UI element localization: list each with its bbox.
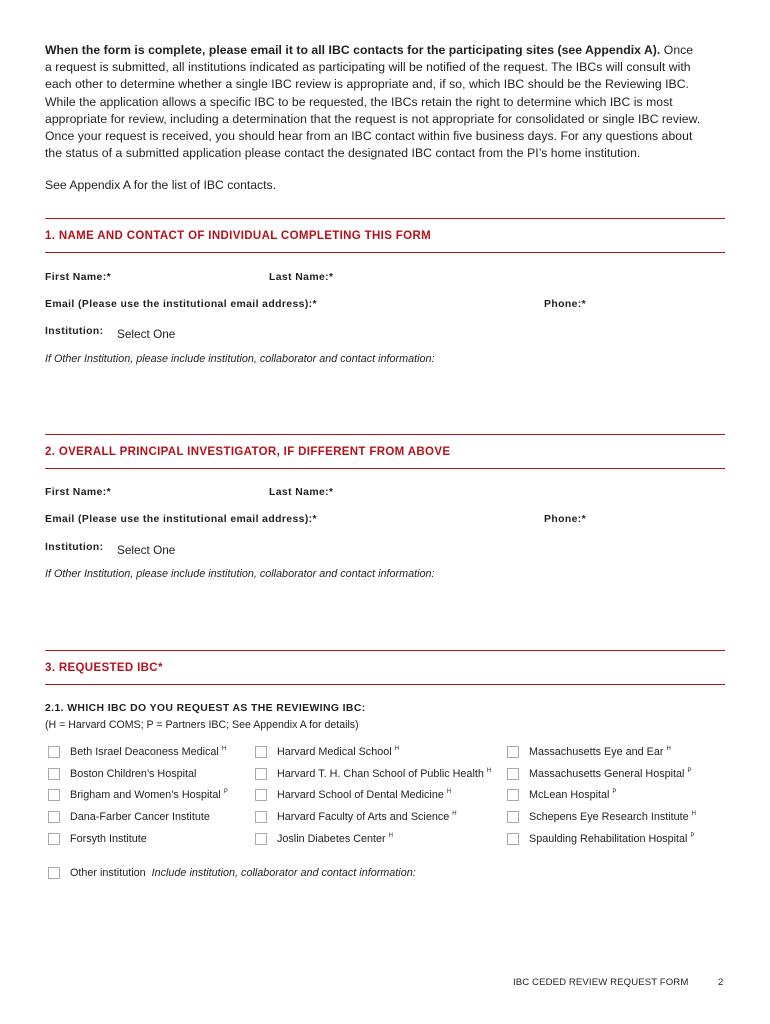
intro-line: each other to determine whether a single IBC review is appropriate and, if so, which IBC should be the Reviewing IBC. <box>45 77 689 92</box>
ibc-option-mark: P <box>612 789 617 796</box>
s2-first-name-label: First Name:* <box>45 487 112 498</box>
ibc-option-hms[interactable] <box>255 746 399 758</box>
intro-line: appropriate for review, including a determination that the request is not appropriate for consolidated or single IBC review. <box>45 111 701 126</box>
intro-bold-lead: When the form is complete, please email it to all IBC contacts for the participating sites (see Appendix A). <box>45 43 661 57</box>
ibc-option-mark: P <box>223 789 228 796</box>
ibc-option-spaulding[interactable] <box>507 833 694 845</box>
ibc-option-mark: P <box>687 768 692 775</box>
checkbox[interactable] <box>48 811 60 823</box>
s2-other-note: If Other Institution, please include institution, collaborator and contact information: <box>45 568 435 580</box>
checkbox[interactable] <box>255 768 267 780</box>
s1-email-label: Email (Please use the institutional email address):* <box>45 299 317 310</box>
ibc-option-brigham[interactable] <box>48 789 228 801</box>
section2-title: 2. OVERALL PRINCIPAL INVESTIGATOR, IF DIFFERENT FROM ABOVE <box>45 446 451 458</box>
ibc-option-label: Massachusetts General Hospital <box>529 768 685 780</box>
intro-line: the status of a submitted application please contact the designated IBC contact from the PI’s home institution. <box>45 146 641 161</box>
ibc-request-subhead: 2.1. WHICH IBC DO YOU REQUEST AS THE REVIEWING IBC: <box>45 703 366 714</box>
intro-line-1 <box>45 42 725 59</box>
s1-first-name-label: First Name:* <box>45 272 112 283</box>
ibc-option-hsdm[interactable] <box>255 789 451 801</box>
ibc-option-label: Boston Children’s Hospital <box>70 768 197 780</box>
intro-line: While the application allows a specific IBC to be requested, the IBCs retain the right to determine which IBC is most <box>45 94 673 109</box>
ibc-option-mark: H <box>446 789 452 796</box>
ibc-option-bidmc[interactable] <box>48 746 226 758</box>
ibc-option-mark: H <box>388 833 393 840</box>
ibc-option-dana-farber[interactable] <box>48 811 213 823</box>
section1-bottom-rule <box>45 252 725 253</box>
ibc-option-label: Brigham and Women’s Hospital <box>70 789 221 801</box>
ibc-option-label: Beth Israel Deaconess Medical <box>70 746 219 758</box>
checkbox[interactable] <box>255 811 267 823</box>
section1-top-rule <box>45 218 725 219</box>
ibc-option-mgh[interactable] <box>507 768 691 780</box>
section1-title: 1. NAME AND CONTACT OF INDIVIDUAL COMPLETING THIS FORM <box>45 230 432 242</box>
checkbox[interactable] <box>48 746 60 758</box>
ibc-option-label: Harvard Medical School <box>277 746 392 758</box>
ibc-option-label: Massachusetts Eye and Ear <box>529 746 664 758</box>
section3-title: 3. REQUESTED IBC* <box>45 662 163 674</box>
s2-email-label: Email (Please use the institutional email address):* <box>45 514 317 525</box>
ibc-key-note: (H = Harvard COMS; P = Partners IBC; See Appendix A for details) <box>45 719 359 731</box>
s2-institution-select[interactable]: Select One <box>117 543 176 557</box>
ibc-option-forsyth[interactable] <box>48 833 150 845</box>
ibc-option-label: Dana-Farber Cancer Institute <box>70 811 210 823</box>
s2-last-name-label: Last Name:* <box>269 487 334 498</box>
ibc-option-mark: P <box>690 833 695 840</box>
s1-other-note: If Other Institution, please include institution, collaborator and contact information: <box>45 353 435 365</box>
s1-institution-label: Institution: <box>45 326 104 337</box>
checkbox[interactable] <box>507 746 519 758</box>
intro-line: a request is submitted, all institutions indicated as participating will be notified of the request. The IBCs will consult with <box>45 60 691 75</box>
checkbox[interactable] <box>255 746 267 758</box>
checkbox[interactable] <box>507 789 519 801</box>
see-appendix-note: See Appendix A for the list of IBC contacts. <box>45 178 277 192</box>
intro-first-tail: Once <box>663 43 694 57</box>
ibc-option-joslin[interactable] <box>255 833 393 845</box>
checkbox[interactable] <box>48 768 60 780</box>
checkbox[interactable] <box>507 768 519 780</box>
ibc-option-mass-eye-ear[interactable] <box>507 746 671 758</box>
ibc-option-label: Harvard T. H. Chan School of Public Health <box>277 768 484 780</box>
s1-institution-select[interactable]: Select One <box>117 327 176 341</box>
ibc-option-fas[interactable] <box>255 811 457 823</box>
ibc-option-label: Other institution <box>70 867 146 879</box>
intro-paragraph <box>45 42 725 162</box>
ibc-option-label: Joslin Diabetes Center <box>277 833 386 845</box>
ibc-option-label: Harvard School of Dental Medicine <box>277 789 444 801</box>
ibc-option-label: McLean Hospital <box>529 789 610 801</box>
footer-page-number: 2 <box>718 977 724 988</box>
ibc-option-schepens[interactable] <box>507 811 696 823</box>
ibc-option-mark: H <box>452 811 457 818</box>
section2-top-rule <box>45 434 725 435</box>
s2-institution-label: Institution: <box>45 542 104 553</box>
ibc-option-mark: H <box>221 746 227 753</box>
ibc-option-mark: H <box>691 811 696 818</box>
ibc-other-note: Include institution, collaborator and contact information: <box>151 867 416 879</box>
footer-form-title: IBC CEDED REVIEW REQUEST FORM <box>513 977 689 988</box>
ibc-option-boston-childrens[interactable] <box>48 768 199 780</box>
ibc-option-mclean[interactable] <box>507 789 616 801</box>
ibc-option-label: Schepens Eye Research Institute <box>529 811 689 823</box>
ibc-option-hsph[interactable] <box>255 768 491 780</box>
checkbox[interactable] <box>507 811 519 823</box>
checkbox[interactable] <box>48 867 60 879</box>
intro-line: Once your request is received, you should hear from an IBC contact within five business days. For any questions about <box>45 129 693 144</box>
ibc-option-label: Harvard Faculty of Arts and Science <box>277 811 450 823</box>
checkbox[interactable] <box>255 789 267 801</box>
ibc-option-other[interactable] <box>48 867 416 879</box>
ibc-option-mark: H <box>394 746 399 753</box>
section2-bottom-rule <box>45 468 725 469</box>
s2-phone-label: Phone:* <box>544 514 587 525</box>
section3-top-rule <box>45 650 725 651</box>
checkbox[interactable] <box>255 833 267 845</box>
ibc-option-mark: H <box>666 746 671 753</box>
s1-phone-label: Phone:* <box>544 299 587 310</box>
checkbox[interactable] <box>507 833 519 845</box>
checkbox[interactable] <box>48 833 60 845</box>
s1-last-name-label: Last Name:* <box>269 272 334 283</box>
ibc-option-mark: H <box>486 768 492 775</box>
checkbox[interactable] <box>48 789 60 801</box>
section3-bottom-rule <box>45 684 725 685</box>
ibc-option-label: Forsyth Institute <box>70 833 147 845</box>
ibc-option-label: Spaulding Rehabilitation Hospital <box>529 833 688 845</box>
